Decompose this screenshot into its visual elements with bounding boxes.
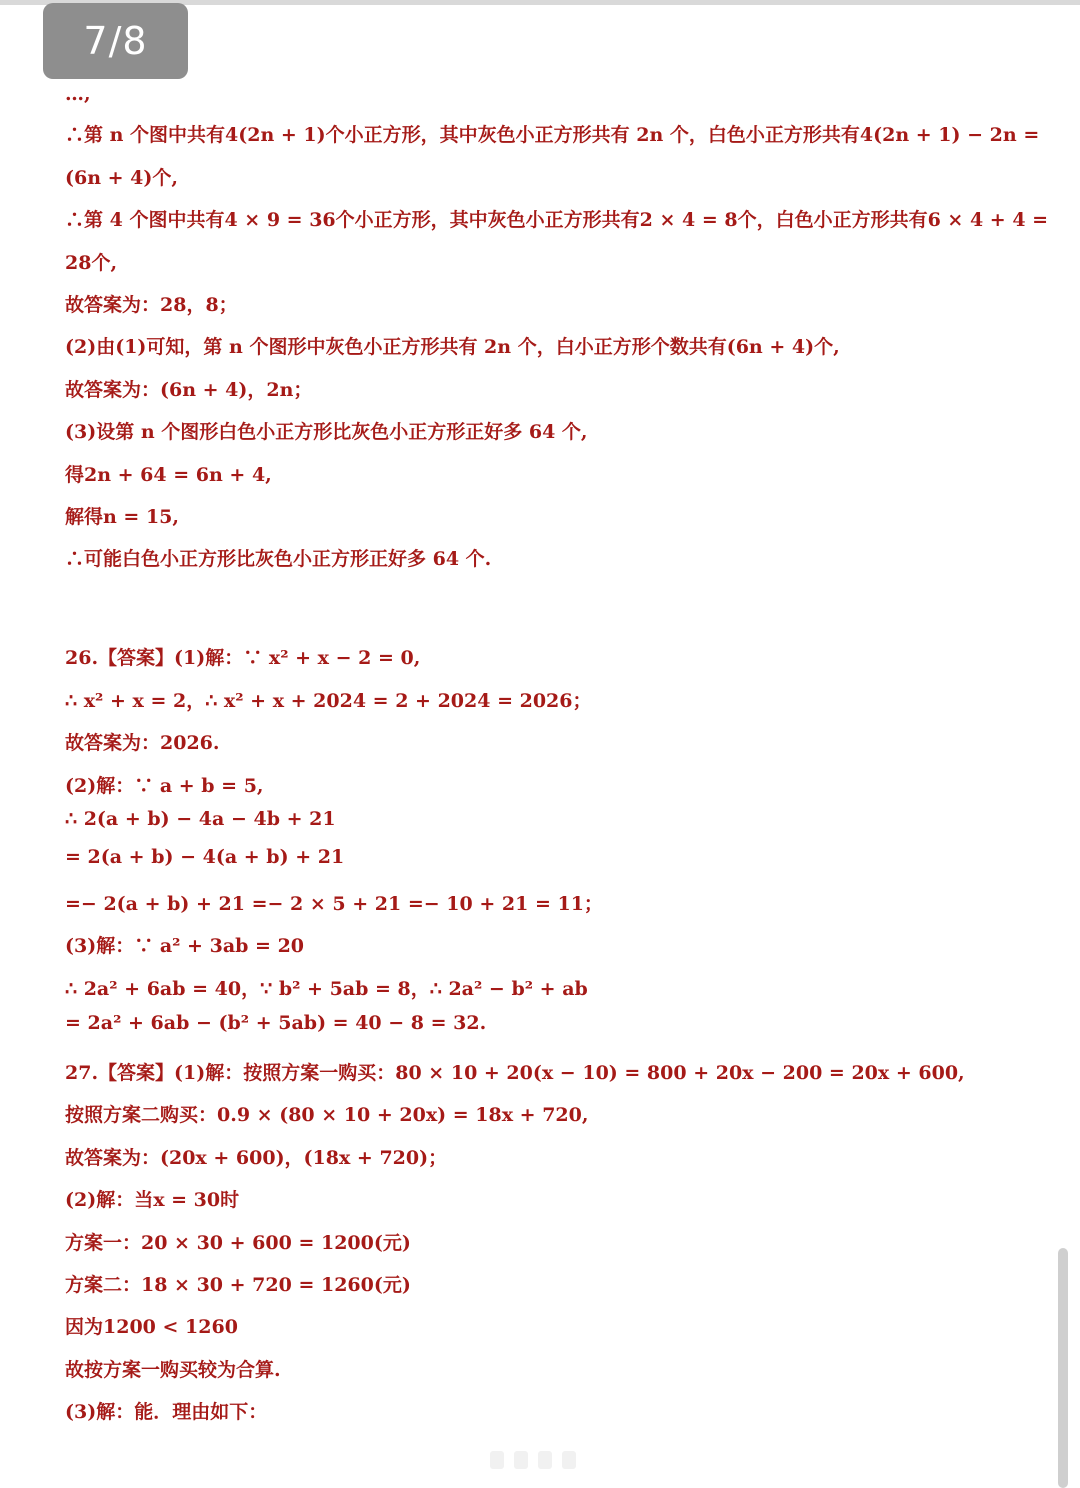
solution-line: = 2a² + 6ab − (b² + 5ab) = 40 − 8 = 32. xyxy=(65,1012,487,1034)
solution-line: ∴第 n 个图中共有4(2n + 1)个小正方形，其中灰色小正方形共有 2n 个，白色小正方形共有4(2n + 1) − 2n = xyxy=(65,124,1040,146)
solution-line: (3)解：∵ a² + 3ab = 20 xyxy=(65,935,305,957)
solution-line: 故答案为：28，8； xyxy=(65,294,238,316)
solution-line: ∴可能白色小正方形比灰色小正方形正好多 64 个. xyxy=(65,548,492,570)
solution-line: (2)由(1)可知，第 n 个图形中灰色小正方形共有 2n 个，白小正方形个数共有(6n + 4)个, xyxy=(65,336,840,358)
question-26-heading: 26.【答案】(1)解：∵ x² + x − 2 = 0, xyxy=(65,647,421,669)
solution-line: 故答案为：(20x + 600)，(18x + 720)； xyxy=(65,1147,448,1169)
solution-line: 故答案为：2026. xyxy=(65,732,220,754)
solution-line: 故按方案一购买较为合算. xyxy=(65,1359,281,1381)
solution-line: (2)解：当x = 30时 xyxy=(65,1189,240,1211)
solution-line: ∴ 2a² + 6ab = 40，∵ b² + 5ab = 8，∴ 2a² − b² + ab xyxy=(65,978,588,1000)
solution-line: = 2(a + b) − 4(a + b) + 21 xyxy=(65,846,345,868)
scrollbar-thumb[interactable] xyxy=(1058,1248,1068,1488)
watermark xyxy=(478,1447,588,1473)
solution-line: 解得n = 15, xyxy=(65,506,180,528)
solution-line: (3)解：能．理由如下： xyxy=(65,1401,268,1423)
solution-line: 得2n + 64 = 6n + 4, xyxy=(65,464,272,486)
solution-line: (6n + 4)个, xyxy=(65,167,178,189)
solution-line: (2)解：∵ a + b = 5, xyxy=(65,775,264,797)
solution-line: (3)设第 n 个图形白色小正方形比灰色小正方形正好多 64 个, xyxy=(65,421,588,443)
solution-line: 28个, xyxy=(65,252,118,274)
solution-line: …, xyxy=(65,83,91,105)
solution-line: 方案二：18 × 30 + 720 = 1260(元) xyxy=(65,1274,411,1296)
solution-line: ∴第 4 个图中共有4 × 9 = 36个小正方形，其中灰色小正方形共有2 × 4 = 8个，白色小正方形共有6 × 4 + 4 = xyxy=(65,209,1049,231)
solution-line: 方案一：20 × 30 + 600 = 1200(元) xyxy=(65,1232,411,1254)
solution-line: 因为1200 < 1260 xyxy=(65,1316,238,1338)
page-indicator xyxy=(43,3,188,79)
solution-line: ∴ x² + x = 2，∴ x² + x + 2024 = 2 + 2024 = 2026； xyxy=(65,690,592,712)
question-27-heading: 27.【答案】(1)解：按照方案一购买：80 × 10 + 20(x − 10) = 800 + 20x − 200 = 20x + 600, xyxy=(65,1062,965,1084)
page-indicator-label: 7/8 xyxy=(83,19,148,63)
solution-line: 按照方案二购买：0.9 × (80 × 10 + 20x) = 18x + 720, xyxy=(65,1104,589,1126)
solution-line: ∴ 2(a + b) − 4a − 4b + 21 xyxy=(65,808,336,830)
solution-line: =− 2(a + b) + 21 =− 2 × 5 + 21 =− 10 + 21 = 11； xyxy=(65,893,603,915)
solution-line: 故答案为：(6n + 4)，2n； xyxy=(65,379,313,401)
